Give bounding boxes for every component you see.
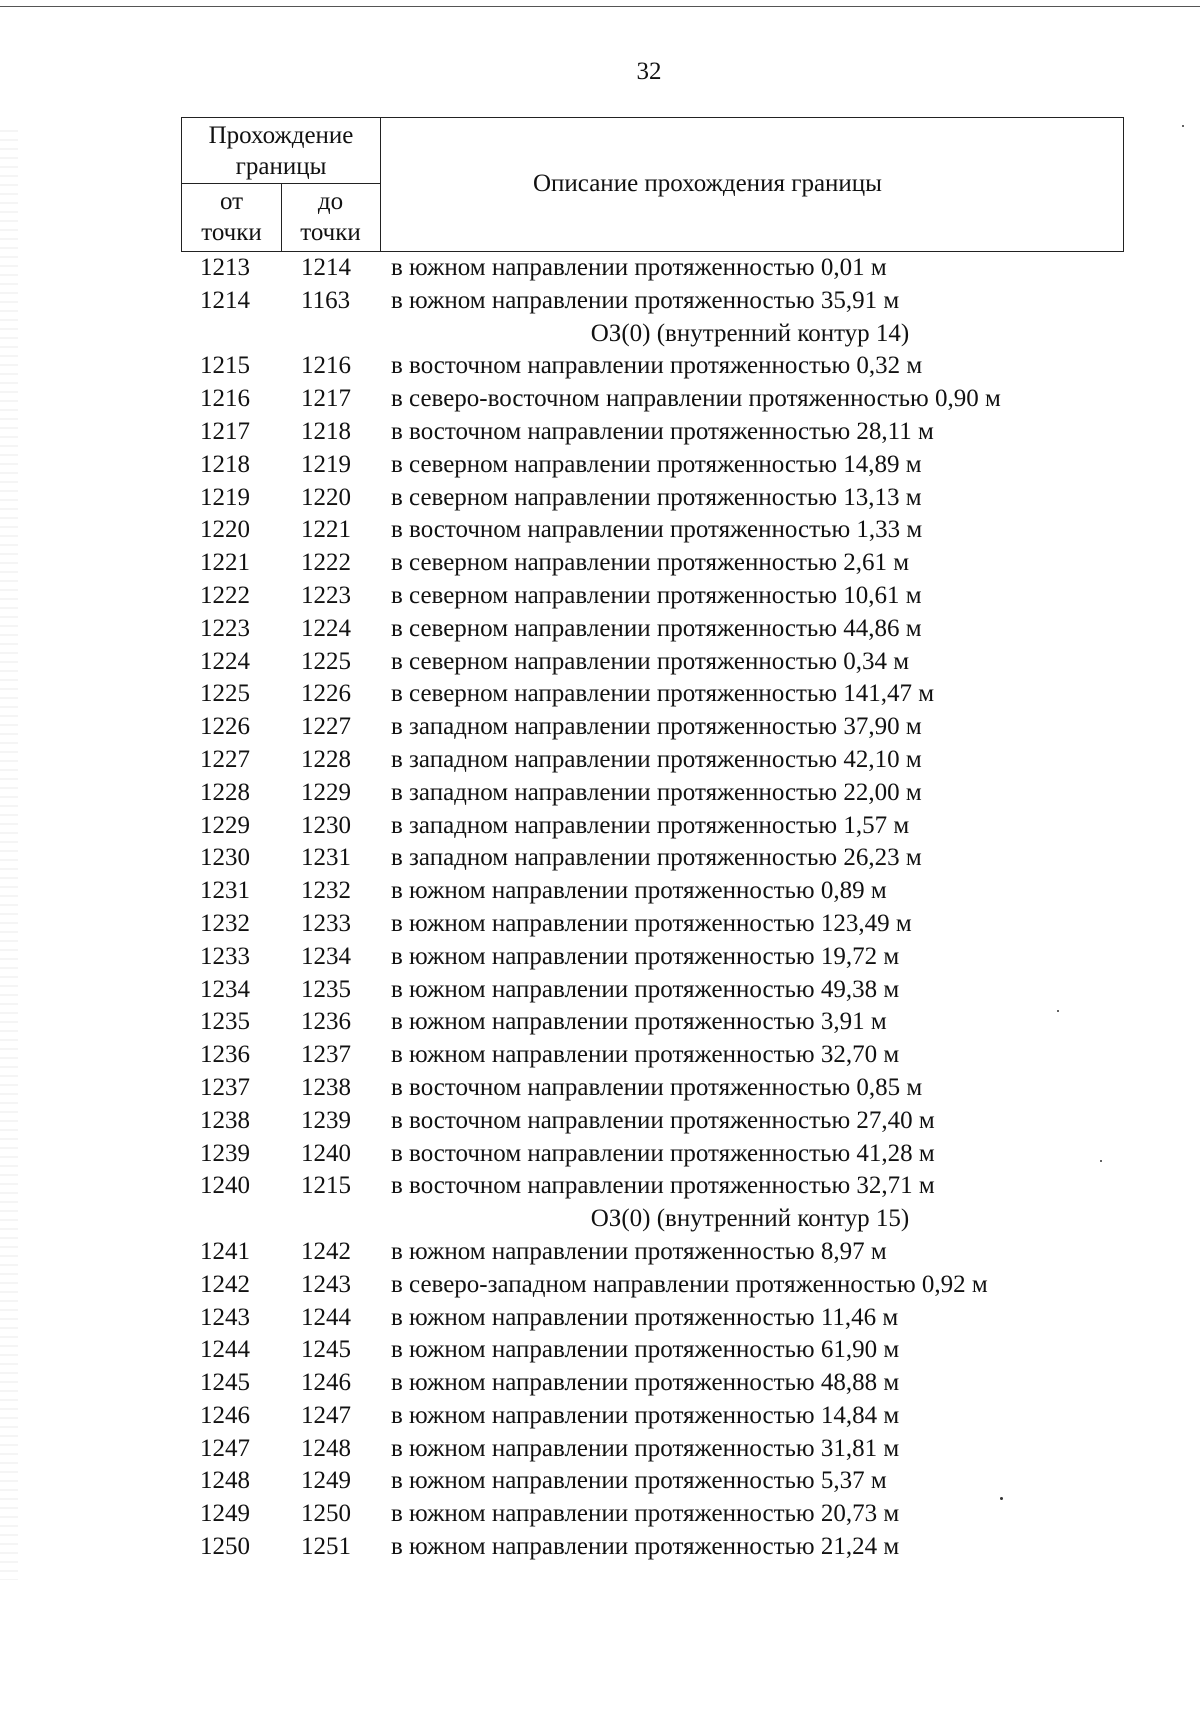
page-number-text: 32 [636,58,662,85]
boundary-description: в южном направлении протяженностью 32,70 м [391,1041,900,1069]
table-row [0,1334,1200,1367]
to-point: 1217 [301,385,351,413]
from-point: 1216 [200,385,250,413]
from-point: 1248 [200,1467,250,1495]
from-point: 1249 [200,1500,250,1528]
to-point: 1222 [301,549,351,577]
boundary-description: в западном направлении протяженностью 1,57 м [391,811,910,839]
table-row [0,941,1200,974]
from-point: 1219 [200,483,250,511]
boundary-description: в западном направлении протяженностью 42,10 м [391,745,922,773]
table-row [0,1105,1200,1138]
boundary-description: в южном направлении протяженностью 8,97 м [391,1237,887,1265]
table-row [0,449,1200,482]
boundary-description: в южном направлении протяженностью 61,90 м [391,1336,900,1364]
boundary-description: в восточном направлении протяженностью 0,32 м [391,352,923,380]
scan-speck [1182,125,1184,127]
boundary-description: в южном направлении протяженностью 49,38 м [391,975,900,1003]
to-point: 1239 [301,1106,351,1134]
header-to-label [281,186,380,248]
boundary-description: в северо-западном направлении протяженностью 0,92 м [391,1270,988,1298]
table-row [0,1138,1200,1171]
from-point: 1221 [200,549,250,577]
header-group-label [182,120,380,182]
header-from-line2: точки [201,219,262,246]
table-row [0,810,1200,843]
to-point: 1236 [301,1008,351,1036]
from-point: 1239 [200,1139,250,1167]
scan-speck [1057,1010,1059,1012]
from-point: 1230 [200,844,250,872]
table-row [0,514,1200,547]
boundary-table-body [0,252,1200,1564]
boundary-description: в северном направлении протяженностью 13,13 м [391,483,922,511]
to-point: 1227 [301,713,351,741]
from-point: 1244 [200,1336,250,1364]
table-row [0,777,1200,810]
boundary-description: в северо-восточном направлении протяженностью 0,90 м [391,385,1001,413]
header-to-line1: до [317,188,344,215]
from-point: 1229 [200,811,250,839]
section-title: ОЗ(0) (внутренний контур 15) [590,1205,910,1233]
header-divider-group [182,183,380,184]
from-point: 1228 [200,778,250,806]
from-point: 1247 [200,1434,250,1462]
to-point: 1232 [301,877,351,905]
to-point: 1234 [301,942,351,970]
to-point: 1242 [301,1237,351,1265]
boundary-description: в южном направлении протяженностью 20,73 м [391,1500,900,1528]
from-point: 1223 [200,614,250,642]
from-point: 1243 [200,1303,250,1331]
table-row [0,1039,1200,1072]
from-point: 1231 [200,877,250,905]
table-row [0,678,1200,711]
to-point: 1226 [301,680,351,708]
table-row [0,1465,1200,1498]
boundary-description: в восточном направлении протяженностью 28,11 м [391,417,934,445]
to-point: 1244 [301,1303,351,1331]
to-point: 1223 [301,581,351,609]
header-group-line2: границы [235,153,327,180]
from-point: 1246 [200,1401,250,1429]
boundary-description: в северном направлении протяженностью 0,34 м [391,647,910,675]
header-description-label: Описание прохождения границы [533,170,882,197]
header-group-line1: Прохождение [208,122,354,149]
table-row [0,1367,1200,1400]
to-point: 1231 [301,844,351,872]
from-point: 1218 [200,450,250,478]
boundary-description: в южном направлении протяженностью 0,89 м [391,877,887,905]
table-row [0,383,1200,416]
from-point: 1215 [200,352,250,380]
table-row [0,974,1200,1007]
boundary-description: в южном направлении протяженностью 48,88 м [391,1369,900,1397]
boundary-description: в южном направлении протяженностью 35,91 м [391,286,900,314]
to-point: 1240 [301,1139,351,1167]
to-point: 1219 [301,450,351,478]
boundary-description: в южном направлении протяженностью 3,91 м [391,1008,887,1036]
boundary-description: в южном направлении протяженностью 11,46 м [391,1303,899,1331]
table-row [0,1498,1200,1531]
from-point: 1235 [200,1008,250,1036]
to-point: 1224 [301,614,351,642]
from-point: 1222 [200,581,250,609]
from-point: 1237 [200,1073,250,1101]
boundary-description: в северном направлении протяженностью 2,61 м [391,549,910,577]
table-row [0,350,1200,383]
table-row [0,285,1200,318]
from-point: 1250 [200,1533,250,1561]
from-point: 1227 [200,745,250,773]
boundary-description: в восточном направлении протяженностью 32,71 м [391,1172,935,1200]
to-point: 1229 [301,778,351,806]
to-point: 1216 [301,352,351,380]
to-point: 1245 [301,1336,351,1364]
table-row [0,580,1200,613]
table-row [0,842,1200,875]
boundary-description: в восточном направлении протяженностью 1,33 м [391,516,923,544]
to-point: 1220 [301,483,351,511]
header-to-line2: точки [300,219,361,246]
table-row [0,875,1200,908]
table-row [0,1236,1200,1269]
to-point: 1237 [301,1041,351,1069]
page-number [0,58,1200,86]
table-row [0,711,1200,744]
boundary-description: в северном направлении протяженностью 141,47 м [391,680,935,708]
header-from-line1: от [219,188,244,215]
table-row [0,547,1200,580]
contour-section-heading [0,318,1200,351]
table-row [0,416,1200,449]
boundary-description: в западном направлении протяженностью 22,00 м [391,778,922,806]
to-point: 1225 [301,647,351,675]
from-point: 1242 [200,1270,250,1298]
table-row [0,744,1200,777]
from-point: 1214 [200,286,250,314]
from-point: 1217 [200,417,250,445]
boundary-description: в южном направлении протяженностью 19,72 м [391,942,900,970]
boundary-description: в северном направлении протяженностью 44,86 м [391,614,922,642]
boundary-description: в восточном направлении протяженностью 0,85 м [391,1073,923,1101]
boundary-description: в южном направлении протяженностью 0,01 м [391,254,887,281]
from-point: 1226 [200,713,250,741]
boundary-description: в южном направлении протяженностью 31,81 м [391,1434,900,1462]
table-header [181,117,1124,252]
contour-section-heading [0,1203,1200,1236]
table-row [0,1531,1200,1564]
from-point: 1245 [200,1369,250,1397]
scan-speck [1100,1160,1102,1162]
to-point: 1214 [301,254,351,281]
table-row [0,1433,1200,1466]
from-point: 1225 [200,680,250,708]
boundary-description: в восточном направлении протяженностью 27,40 м [391,1106,935,1134]
boundary-description: в западном направлении протяженностью 37,90 м [391,713,922,741]
section-title: ОЗ(0) (внутренний контур 14) [590,319,910,347]
from-point: 1232 [200,909,250,937]
from-point: 1234 [200,975,250,1003]
table-row [0,1072,1200,1105]
table-row [0,482,1200,515]
table-row [0,252,1200,285]
from-point: 1224 [200,647,250,675]
to-point: 1218 [301,417,351,445]
to-point: 1235 [301,975,351,1003]
to-point: 1243 [301,1270,351,1298]
boundary-description: в южном направлении протяженностью 5,37 м [391,1467,887,1495]
table-row [0,1006,1200,1039]
boundary-description: в северном направлении протяженностью 14,89 м [391,450,922,478]
boundary-description: в восточном направлении протяженностью 41,28 м [391,1139,935,1167]
from-point: 1240 [200,1172,250,1200]
boundary-description: в южном направлении протяженностью 14,84 м [391,1401,900,1429]
from-point: 1220 [200,516,250,544]
table-row [0,1400,1200,1433]
from-point: 1236 [200,1041,250,1069]
from-point: 1241 [200,1237,250,1265]
from-point: 1233 [200,942,250,970]
table-row [0,1170,1200,1203]
to-point: 1248 [301,1434,351,1462]
to-point: 1250 [301,1500,351,1528]
to-point: 1249 [301,1467,351,1495]
to-point: 1230 [301,811,351,839]
table-row [0,908,1200,941]
table-row [0,646,1200,679]
scan-speck [1000,1497,1003,1500]
table-row [0,1269,1200,1302]
header-from-label [182,186,281,248]
to-point: 1163 [301,286,351,314]
table-row [0,1302,1200,1335]
to-point: 1247 [301,1401,351,1429]
scan-top-border [0,6,1200,7]
boundary-description: в южном направлении протяженностью 123,49 м [391,909,912,937]
to-point: 1238 [301,1073,351,1101]
from-point: 1238 [200,1106,250,1134]
boundary-description: в западном направлении протяженностью 26,23 м [391,844,922,872]
boundary-description: в северном направлении протяженностью 10,61 м [391,581,922,609]
to-point: 1251 [301,1533,351,1561]
to-point: 1221 [301,516,351,544]
boundary-description: в южном направлении протяженностью 21,24 м [391,1533,900,1561]
table-row [0,613,1200,646]
to-point: 1215 [301,1172,351,1200]
to-point: 1228 [301,745,351,773]
to-point: 1246 [301,1369,351,1397]
from-point: 1213 [200,254,250,281]
to-point: 1233 [301,909,351,937]
